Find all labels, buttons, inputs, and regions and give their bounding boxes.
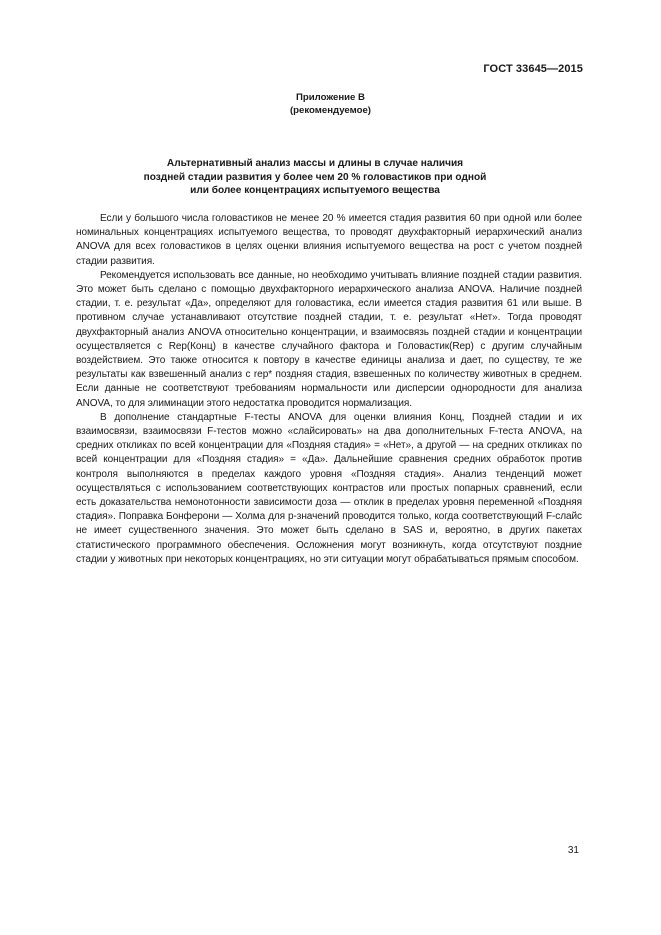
page-number: 31	[567, 845, 579, 856]
appendix-title: Приложение В	[296, 92, 365, 103]
appendix-subtitle: (рекомендуемое)	[289, 105, 371, 116]
appendix-heading	[0, 91, 661, 117]
body-text	[76, 212, 582, 567]
paragraph: В дополнение стандартные F-тесты ANOVA для оценки влияния Конц, Поздней стадии и их взаимосвязи, взаимосвязи F-тестов можно «слайсировать» на два дополнительных F-теста ANOVA, на средних откликах по всей концентрации для «Поздняя стадия» = «Нет», а другой — на средних откликах по всей концентрации для «Поздняя стадия» = «Да». Дальнейшие сравнения средних обработок против контроля выполняются в пределах каждого уровня «Поздняя стадия». Анализ тенденций может осуществляться с использованием соответствующих контрастов или простых попарных сравнений, если есть доказательства немонотонности зависимости доза — отклик в пределах уровня переменной «Поздняя стадия». Поправка Бонферони — Холма для p-значений проводится только, когда соответствующий F-слайс не имеет существенного значения. Это может быть сделано в SAS и, вероятно, в других пакетах статистического программного обеспечения. Осложнения могут возникнуть, когда отсутствуют поздние стадии у животных при некоторых концентрациях, но эти ситуации могут обрабатываться прямым способом.	[76, 411, 582, 565]
paragraph: Рекомендуется использовать все данные, но необходимо учитывать влияние поздней стадии развития. Это может быть сделано с помощью двухфакторного иерархического анализа ANOVA. Наличие поздней стадии, т. е. результат «Да», определяют для головастика, если имеется стадия развития 61 или выше. В противном случае устанавливают отсутствие поздней стадии, т. е. результат «Нет». Тогда проводят двухфакторный анализ ANOVA относительно концентрации, и взаимосвязь поздней стадии и концентрации осуществляется с Rep(Конц) в качестве случайного фактора и Головастик(Rep) с другим случайным воздействием. Это также относится к повтору в качестве единицы анализа и дает, по существу, те же результаты как взвешенный анализ с rep* поздняя стадия, взвешенных по количеству животных в среднем. Если данные не соответствуют требованиям нормальности или дисперсии однородности для анализа ANOVA, то для элиминации этого недостатка проводится нормализация.	[76, 269, 583, 409]
section-title-line: поздней стадии развития у более чем 20 % головастиков при одной	[143, 171, 487, 183]
standard-designation: ГОСТ 33645—2015	[483, 63, 583, 75]
paragraph: Если у большого числа головастиков не менее 20 % имеется стадия развития 60 при одной или более номинальных концентрациях испытуемого вещества, то проводят двухфакторный иерархический анализ ANOVA для всех головастиков в целях оценки влияния испытуемого вещества на рост с учетом поздней стадии развития.	[76, 213, 582, 267]
section-title-line: Альтернативный анализ массы и длины в случае наличия	[166, 158, 464, 169]
section-title-line: или более концентрациях испытуемого вещества	[190, 185, 440, 196]
section-title	[100, 157, 530, 198]
